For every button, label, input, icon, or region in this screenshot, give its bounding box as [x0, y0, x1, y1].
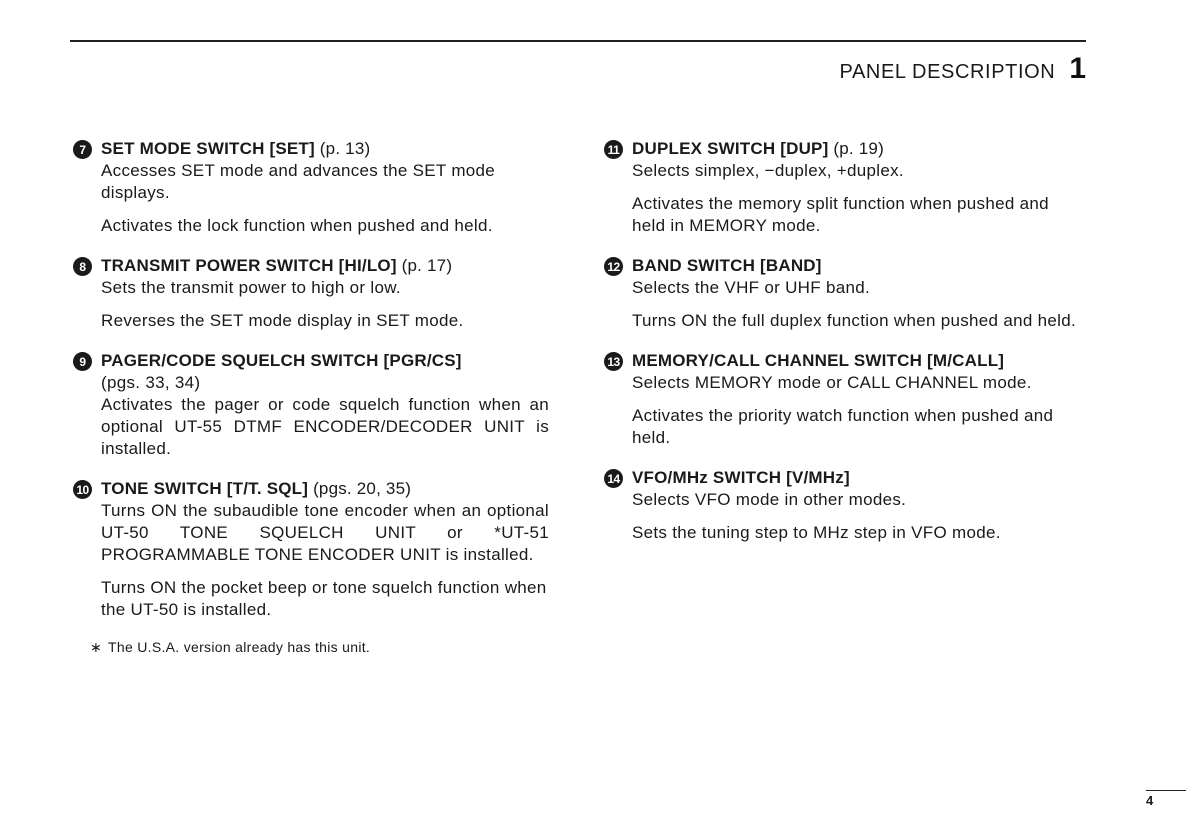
- footnote-asterisk: ∗: [90, 639, 103, 655]
- footnote: [90, 639, 549, 656]
- page-reference: (pgs. 33, 34): [101, 373, 201, 392]
- item-number-badge: 9: [73, 352, 92, 371]
- item-heading: VFO/MHz SWITCH [V/MHz]: [632, 468, 850, 487]
- item-tone-switch: [73, 478, 549, 621]
- item-pager-code-squelch-switch: [73, 350, 549, 460]
- page-reference: (pgs. 20, 35): [308, 479, 412, 498]
- page-number-text: 4: [1146, 793, 1154, 808]
- item-paragraph: Activates the priority watch function when pushed and held.: [632, 406, 1054, 447]
- item-number-badge: 12: [604, 257, 623, 276]
- page-reference: (p. 13): [314, 139, 371, 158]
- item-paragraph: Activates the pager or code squelch function when an optional UT-55 DTMF ENCODER/DECODER UNIT is installed.: [101, 395, 549, 458]
- footnote-text: The U.S.A. version already has this unit.: [108, 639, 371, 655]
- item-paragraph: Selects the VHF or UHF band.: [632, 278, 870, 297]
- page-number: [1146, 790, 1186, 808]
- item-transmit-power-switch: [73, 255, 549, 332]
- item-number-badge: 8: [73, 257, 92, 276]
- page-title: PANEL DESCRIPTION: [839, 61, 1056, 83]
- item-heading: BAND SWITCH [BAND]: [632, 256, 822, 275]
- item-paragraph: Selects simplex, −duplex, +duplex.: [632, 161, 904, 180]
- item-paragraph: Turns ON the full duplex function when pushed and held.: [632, 311, 1076, 330]
- item-heading: TRANSMIT POWER SWITCH [HI/LO]: [101, 256, 397, 275]
- item-band-switch: [604, 255, 1084, 332]
- item-paragraph: Activates the lock function when pushed and held.: [101, 216, 493, 235]
- item-heading: MEMORY/CALL CHANNEL SWITCH [M/CALL]: [632, 351, 1005, 370]
- right-column: [604, 138, 1084, 562]
- item-paragraph: Turns ON the subaudible tone encoder when an optional UT-50 TONE SQUELCH UNIT or *UT-51 PROGRAMMABLE TONE ENCODER UNIT is installed.: [101, 501, 549, 564]
- item-heading: PAGER/CODE SQUELCH SWITCH [PGR/CS]: [101, 351, 462, 370]
- item-heading: TONE SWITCH [T/T. SQL]: [101, 479, 309, 498]
- item-vfo-mhz-switch: [604, 467, 1084, 544]
- item-paragraph: Selects MEMORY mode or CALL CHANNEL mode.: [632, 373, 1032, 392]
- item-paragraph: Sets the tuning step to MHz step in VFO mode.: [632, 523, 1001, 542]
- left-column: [73, 138, 549, 656]
- item-paragraph: Activates the memory split function when pushed and held in MEMORY mode.: [632, 194, 1049, 235]
- item-number-badge: 10: [73, 480, 92, 499]
- item-number-badge: 7: [73, 140, 92, 159]
- item-set-mode-switch: [73, 138, 549, 237]
- item-memory-call-channel-switch: [604, 350, 1084, 449]
- item-number-badge: 13: [604, 352, 623, 371]
- item-paragraph: Selects VFO mode in other modes.: [632, 490, 907, 509]
- item-number-badge: 11: [604, 140, 623, 159]
- item-duplex-switch: [604, 138, 1084, 237]
- item-paragraph: Accesses SET mode and advances the SET mode displays.: [101, 161, 496, 202]
- item-paragraph: Turns ON the pocket beep or tone squelch function when the UT-50 is installed.: [101, 578, 547, 619]
- item-heading: SET MODE SWITCH [SET]: [101, 139, 315, 158]
- item-paragraph: Reverses the SET mode display in SET mode.: [101, 311, 464, 330]
- page-reference: (p. 17): [396, 256, 453, 275]
- item-paragraph: Sets the transmit power to high or low.: [101, 278, 401, 297]
- page-header: [840, 52, 1086, 86]
- page-reference: (p. 19): [828, 139, 884, 158]
- chapter-number: 1: [1069, 52, 1086, 85]
- item-heading: DUPLEX SWITCH [DUP]: [632, 139, 829, 158]
- item-number-badge: 14: [604, 469, 623, 488]
- top-rule: [70, 40, 1086, 42]
